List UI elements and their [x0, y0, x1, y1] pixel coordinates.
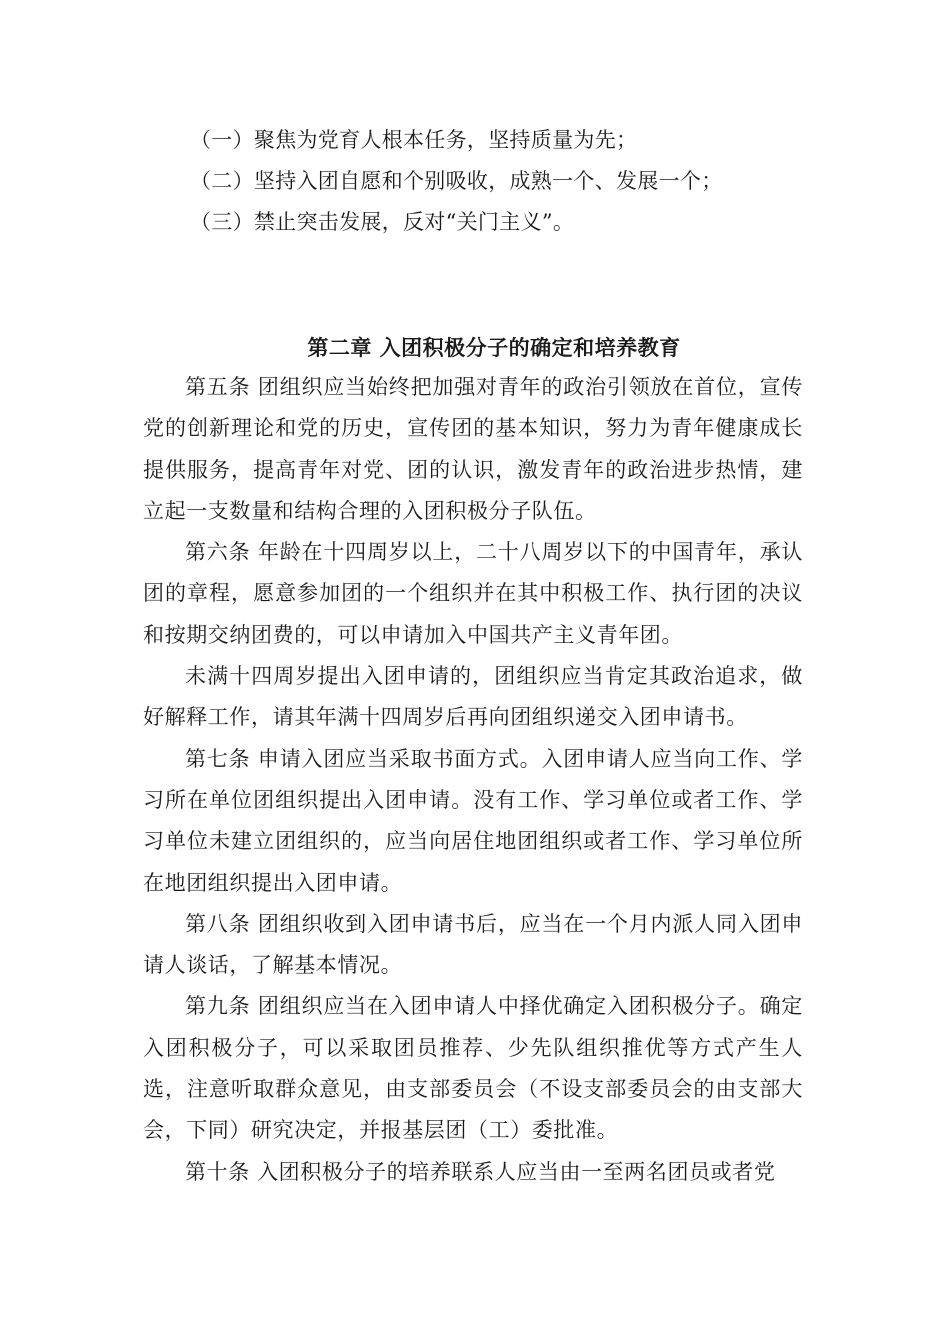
principle-item-2: （二）坚持入团自愿和个别吸收，成熟一个、发展一个；: [190, 169, 723, 193]
chapter-body: [143, 367, 803, 1193]
article-5-paragraph: 第五条 团组织应当始终把加强对青年的政治引领放在首位，宣传党的创新理论和党的历史，宣传团的基本知识，努力为青年健康成长提供服务，提高青年对党、团的认识，激发青年的政治进步热情，建立起一支数量和结构合理的入团积极分子队伍。: [143, 375, 803, 523]
principles-list: [190, 120, 830, 243]
article-9-paragraph: 第九条 团组织应当在入团申请人中择优确定入团积极分子。确定入团积极分子，可以采取团员推荐、少先队组织推优等方式产生人选，注意听取群众意见，由支部委员会（不设支部委员会的由支部大会，下同）研究决定，并报基层团（工）委批准。: [143, 994, 803, 1143]
article-8-paragraph: 第八条 团组织收到入团申请书后，应当在一个月内派人同入团申请人谈话，了解基本情况。: [143, 911, 803, 978]
principle-item-3: （三）禁止突击发展，反对“关门主义”。: [190, 210, 575, 234]
article-6-paragraph: 第六条 年龄在十四周岁以上，二十八周岁以下的中国青年，承认团的章程，愿意参加团的一个组织并在其中积极工作、执行团的决议和按期交纳团费的，可以申请加入中国共产主义青年团。: [143, 540, 803, 647]
principle-item-1: （一）聚焦为党育人根本任务，坚持质量为先；: [190, 128, 638, 152]
article-6-continuation-paragraph: 未满十四周岁提出入团申请的，团组织应当肯定其政治追求，做好解释工作，请其年满十四周岁后再向团组织递交入团申请书。: [143, 664, 803, 730]
article-7-paragraph: 第七条 申请入团应当采取书面方式。入团申请人应当向工作、学习所在单位团组织提出入团申请。没有工作、学习单位或者工作、学习单位未建立团组织的，应当向居住地团组织或者工作、学习单位所在地团组织提出入团申请。: [143, 746, 803, 895]
article-10-paragraph: 第十条 入团积极分子的培养联系人应当由一至两名团员或者党: [185, 1159, 776, 1184]
chapter-title: 第二章 入团积极分子的确定和培养教育: [307, 335, 681, 360]
